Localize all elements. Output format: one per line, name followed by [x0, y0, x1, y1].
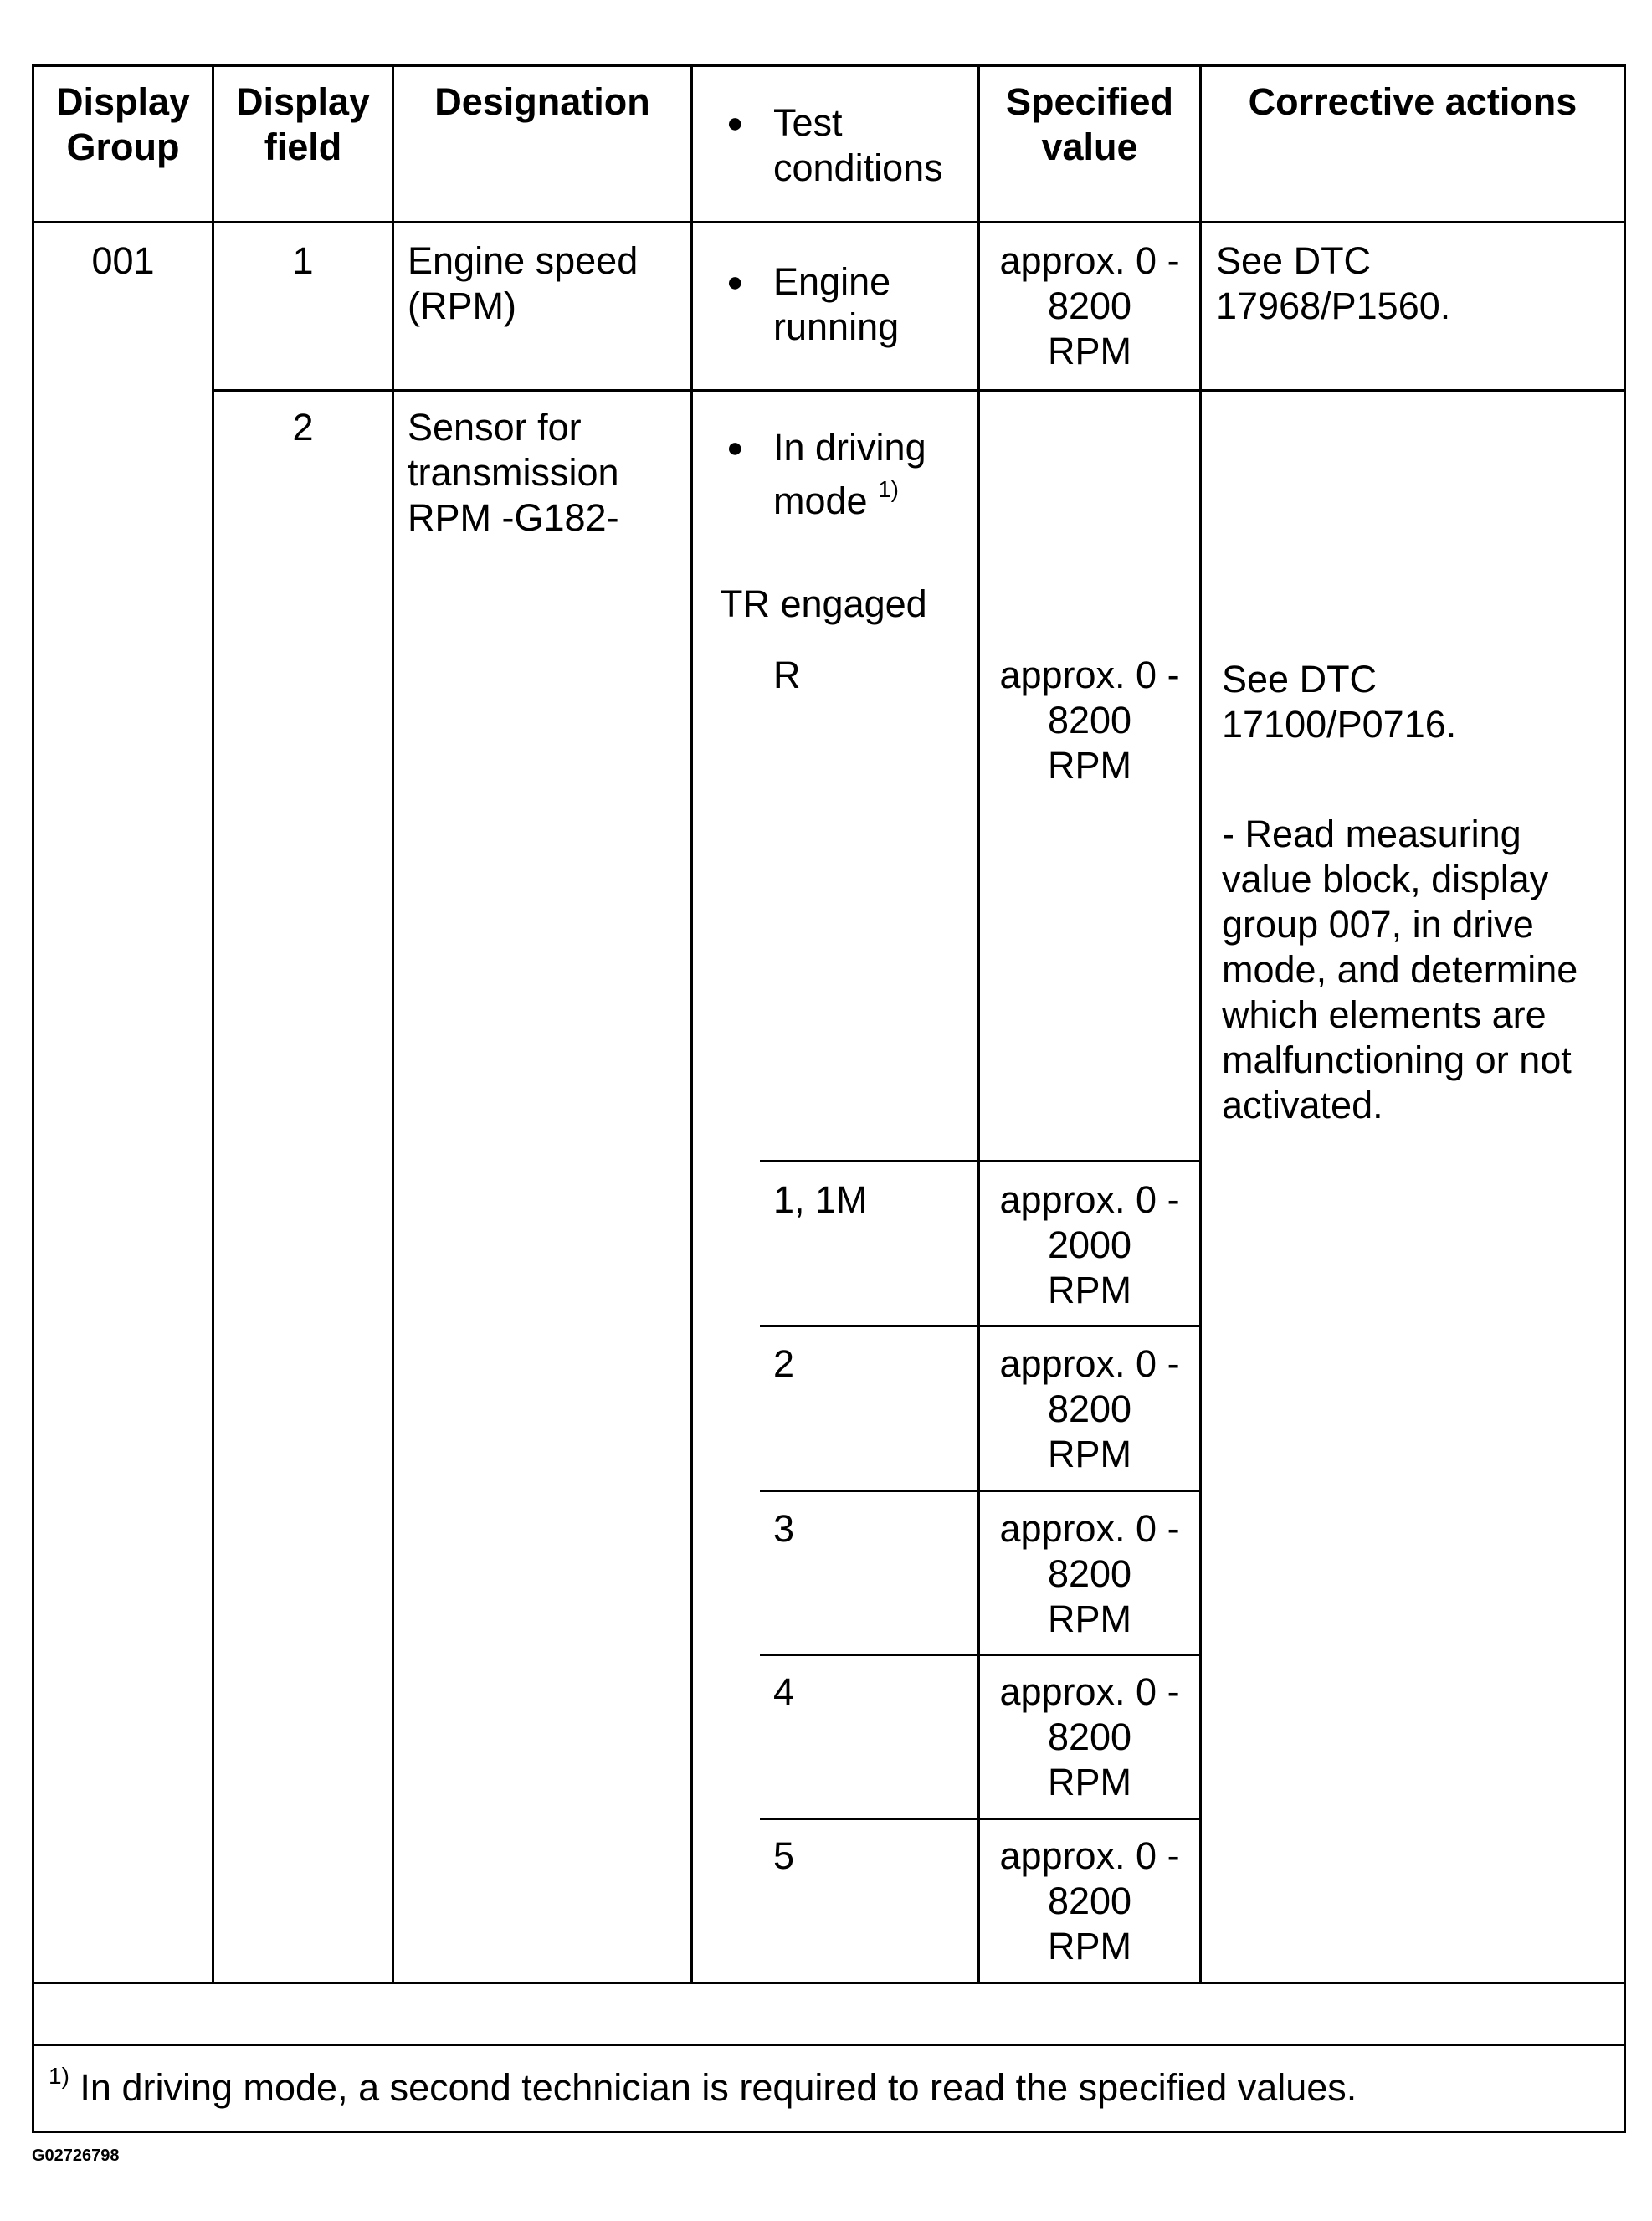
row1-designation: Engine speed (RPM) — [408, 239, 639, 327]
col-divider-5 — [1199, 64, 1202, 1984]
table-body-bottom-line — [32, 1982, 1626, 1984]
header-test-conditions: Test conditions — [773, 101, 943, 189]
col-divider-1 — [212, 64, 214, 1984]
gear-label-3: 3 — [773, 1507, 795, 1550]
header-designation: Designation — [434, 80, 650, 123]
gear-spec-r: approx. 0 - 8200 RPM — [999, 654, 1180, 787]
footnote-top-line — [32, 2044, 1626, 2046]
gear-spec-3: approx. 0 - 8200 RPM — [999, 1507, 1180, 1640]
row2-designation: Sensor for transmission RPM -G182- — [408, 406, 619, 539]
footnote-text: In driving mode, a second technician is required to read the specified values. — [80, 2066, 1357, 2109]
header-display-field: Display field — [235, 80, 371, 168]
image-code: G02726798 — [32, 2147, 120, 2165]
gear-spec-5: approx. 0 - 8200 RPM — [999, 1834, 1180, 1967]
gear-divider-2 — [760, 1325, 1202, 1327]
gear-label-r: R — [773, 654, 801, 696]
row1-specified-value: approx. 0 - 8200 RPM — [999, 239, 1180, 372]
col-divider-2 — [392, 64, 394, 1984]
gear-divider-3 — [760, 1490, 1202, 1492]
gear-label-2: 2 — [773, 1342, 795, 1385]
row2-display-field: 2 — [292, 406, 314, 449]
row1-test-condition: Engine running — [773, 260, 900, 348]
row1-bottom-line — [212, 389, 1626, 392]
gear-label-5: 5 — [773, 1834, 795, 1877]
gear-spec-4: approx. 0 - 8200 RPM — [999, 1670, 1180, 1803]
gear-divider-5 — [760, 1818, 1202, 1820]
row2-corrective-text: - Read measuring value block, display group 007, in drive mode, and determine which elements are malfunctioning or not activated. — [1222, 813, 1578, 1126]
row2-test-condition-line2: mode $^{1)}$ — [773, 476, 899, 522]
header-display-group: Display Group — [55, 80, 191, 168]
row1-bullet: ● — [726, 266, 744, 298]
header-bullet: ● — [726, 107, 744, 139]
row1-display-field: 1 — [292, 239, 314, 282]
header-bottom-line — [32, 221, 1626, 223]
gear-label-4: 4 — [773, 1670, 795, 1713]
header-specified-value: Specified value — [1005, 80, 1174, 168]
col-divider-3 — [690, 64, 693, 1984]
gear-label-1-1m: 1, 1M — [773, 1178, 868, 1221]
footnote — [49, 2065, 1357, 2111]
header-corrective-actions: Corrective actions — [1248, 80, 1578, 123]
gear-spec-2: approx. 0 - 8200 RPM — [999, 1342, 1180, 1475]
row2-bullet: ● — [726, 432, 744, 464]
gear-divider-1m — [760, 1160, 1202, 1162]
gear-spec-1-1m: approx. 0 - 2000 RPM — [999, 1178, 1180, 1311]
row2-test-condition-line1: In driving — [773, 426, 926, 469]
gear-divider-4 — [760, 1654, 1202, 1656]
row2-corrective-dtc: See DTC 17100/P0716. — [1222, 658, 1457, 746]
row1-corrective-action: See DTC 17968/P1560. — [1216, 239, 1451, 327]
row2-tr-engaged: TR engaged — [720, 582, 927, 625]
footnote-ref-1: 1) — [878, 476, 899, 502]
row1-display-group: 001 — [91, 239, 155, 282]
footnote-marker: 1) — [49, 2063, 69, 2089]
